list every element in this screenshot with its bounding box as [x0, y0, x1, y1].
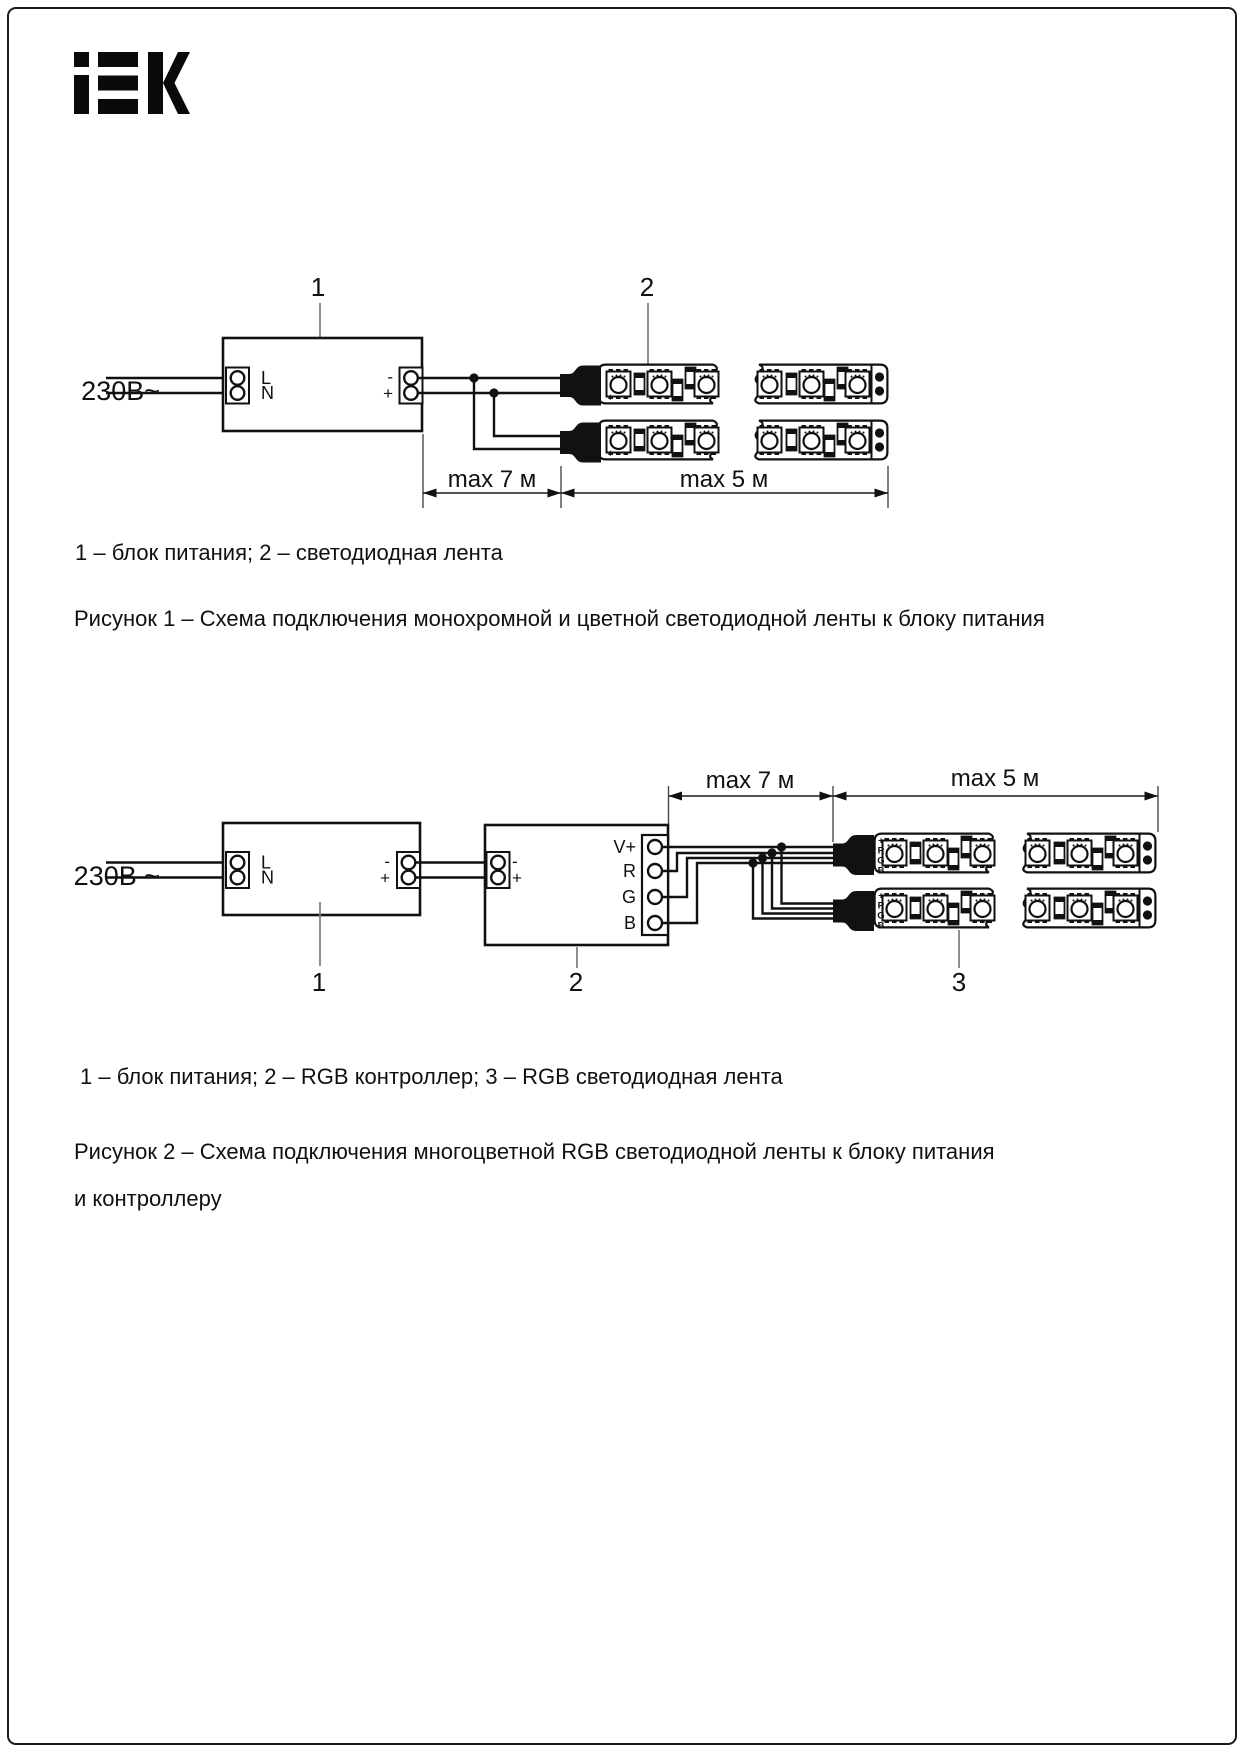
led-strip-row-2 — [560, 421, 887, 463]
strip-plus-mark: + — [607, 392, 614, 404]
terminal-label-N: N — [261, 383, 274, 403]
dc-wires-strip2 — [474, 378, 560, 449]
figure1-mains-voltage-label: 230В~ — [81, 376, 160, 406]
strip-r-mark: R — [877, 900, 885, 912]
psu-input-terminal — [226, 852, 249, 888]
controller-input-terminal — [487, 852, 510, 888]
rgb-wires-strip1 — [663, 847, 834, 923]
wire-junction-dot — [777, 842, 786, 851]
terminal-label-N: N — [261, 867, 274, 888]
terminal-label-vplus: V+ — [613, 837, 636, 857]
terminal-label-g: G — [621, 887, 636, 907]
dim-label-5m: max 5 м — [950, 765, 1040, 792]
figure2-callout-3: 3 — [951, 967, 967, 997]
terminal-label-minus: - — [387, 367, 393, 387]
terminal-label-minus: - — [512, 852, 518, 871]
iek-logo — [74, 52, 190, 114]
logo-i-stem — [74, 75, 89, 114]
strip-b-mark: B — [877, 865, 885, 877]
wire-junction-dot — [767, 848, 776, 857]
wire-junction-dot — [489, 388, 498, 397]
wire-junction-dot — [469, 373, 478, 382]
logo-i-dot — [74, 52, 89, 67]
psu-controller-wires — [415, 863, 491, 878]
strip-r-mark: R — [877, 845, 885, 857]
strip-plus-mark: + — [878, 890, 884, 902]
wire-junction-dot — [758, 853, 767, 862]
strip-g-mark: G — [877, 910, 885, 922]
dim-label-5m: max 5 м — [679, 466, 769, 493]
figure2-diagram — [60, 750, 1180, 1010]
rgb-strip-row-2 — [833, 889, 1155, 932]
figure2-legend: 1 – блок питания; 2 – RGB контроллер; 3 – RGB светодиодная лента — [80, 1064, 783, 1089]
strip-b-mark: B — [877, 920, 885, 932]
psu-input-terminal — [226, 368, 249, 404]
logo-k-stem — [148, 52, 163, 114]
psu-output-terminal — [397, 852, 420, 888]
logo-e-bar — [98, 76, 138, 91]
figure1-callout-2: 2 — [639, 272, 655, 302]
wire-junction-dot — [748, 858, 757, 867]
terminal-label-r: R — [623, 861, 636, 881]
figure1-legend: 1 – блок питания; 2 – светодиодная лента — [75, 540, 503, 565]
logo-k-lower-arm — [163, 78, 190, 114]
terminal-label-minus: - — [384, 852, 390, 871]
led-strip-row-1 — [560, 365, 887, 406]
controller-output-terminal — [642, 835, 668, 935]
figure2-caption-line1: Рисунок 2 – Схема подключения многоцветной RGB светодиодной ленты к блоку питания — [74, 1139, 995, 1164]
strip-plus-mark: + — [607, 448, 614, 460]
logo-e-bar — [98, 52, 138, 67]
terminal-label-plus: + — [383, 384, 393, 403]
figure2-callout-1: 1 — [311, 967, 327, 997]
terminal-label-b: B — [623, 913, 636, 933]
power-supply-block — [223, 823, 420, 915]
terminal-label-plus: + — [512, 868, 522, 888]
terminal-label-L: L — [261, 368, 272, 388]
figure1-diagram — [60, 240, 940, 525]
dc-wires-strip1 — [418, 378, 560, 393]
figure1-callout-1: 1 — [310, 272, 326, 302]
figure2-mains-voltage-label: 230В ~ — [73, 861, 160, 891]
strip-plus-mark: + — [878, 835, 884, 847]
dim-label-7m: max 7 м — [705, 767, 795, 794]
logo-e-bar — [98, 99, 138, 114]
psu-output-terminal — [400, 368, 423, 404]
figure2-caption-line2: и контроллеру — [74, 1186, 222, 1211]
figure2-callout-2: 2 — [568, 967, 584, 997]
rgb-strip-row-1 — [833, 834, 1155, 877]
terminal-label-plus: + — [380, 868, 390, 888]
dim-label-7m: max 7 м — [447, 466, 537, 493]
terminal-label-L: L — [261, 852, 272, 873]
figure1-caption: Рисунок 1 – Схема подключения монохромной и цветной светодиодной ленты к блоку питания — [74, 606, 1045, 631]
strip-g-mark: G — [877, 855, 885, 867]
